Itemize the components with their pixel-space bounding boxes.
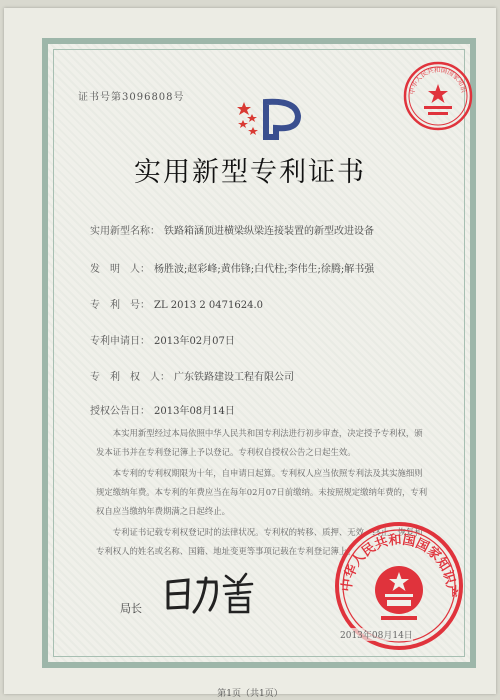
field-value: 广东铁路建设工程有限公司	[174, 372, 294, 383]
field-label: 专 利 号：	[90, 300, 150, 311]
field-label: 授权公告日：	[90, 406, 150, 417]
svg-text:中华人民共和国国家知识产权局: 中华人民共和国国家知识产	[339, 532, 459, 598]
field-label: 实用新型名称：	[90, 226, 160, 237]
page-number: 第1页（共1页）	[217, 689, 283, 699]
field-patentee	[90, 368, 294, 383]
body-paragraph: 专利证书记载专利权登记时的法律状况。专利权的转移、质押、无效、终止、恢复和专利权人的姓名或名称、国籍、地址变更等事项记载在专利登记簿上。	[96, 527, 423, 556]
body-paragraph: 本实用新型经过本局依照中华人民共和国专利法进行初步审查，决定授予专利权，颁发本证书并在专利登记簿上予以登记。专利权自授权公告之日起生效。	[96, 428, 423, 457]
director-label: 局长	[120, 602, 142, 615]
certificate-title: 实用新型专利证书	[134, 157, 366, 188]
field-patent-number	[90, 296, 263, 311]
director-signature	[160, 568, 260, 622]
field-inventors	[90, 260, 374, 275]
field-utility-model-name	[90, 222, 374, 237]
svg-text:中华人民共和国国家知识产权局: 中华人民共和国国家知识	[407, 65, 468, 95]
field-grant-date	[90, 402, 235, 417]
field-value: 铁路箱涵顶进横梁纵梁连接装置的新型改进设备	[164, 226, 374, 237]
field-label: 专利申请日：	[90, 336, 150, 347]
patent-office-logo-icon	[236, 92, 316, 146]
field-value: 2013年02月07日	[154, 336, 235, 347]
seal-date: 2013年08月14日	[340, 628, 413, 641]
field-value: ZL 2013 2 0471624.0	[154, 300, 264, 311]
field-label: 发 明 人：	[90, 264, 150, 275]
field-application-date	[90, 332, 235, 347]
body-paragraph: 本专利的专利权期限为十年，自申请日起算。专利权人应当依照专利法及其实施细则规定缴纳年费。本专利的年费应当在每年02月07日前缴纳。未按照规定缴纳年费的，专利权自应当缴纳年费期满之日起终止。	[96, 468, 428, 516]
office-stamp-icon	[402, 60, 474, 136]
certificate-number: 证书号第3096808号	[78, 92, 185, 103]
field-value: 2013年08月14日	[154, 406, 235, 417]
field-label: 专 利 权 人：	[90, 372, 170, 383]
field-value: 杨胜波;赵彩峰;黄伟锋;白代柱;李伟生;徐腾;解书强	[154, 264, 375, 275]
